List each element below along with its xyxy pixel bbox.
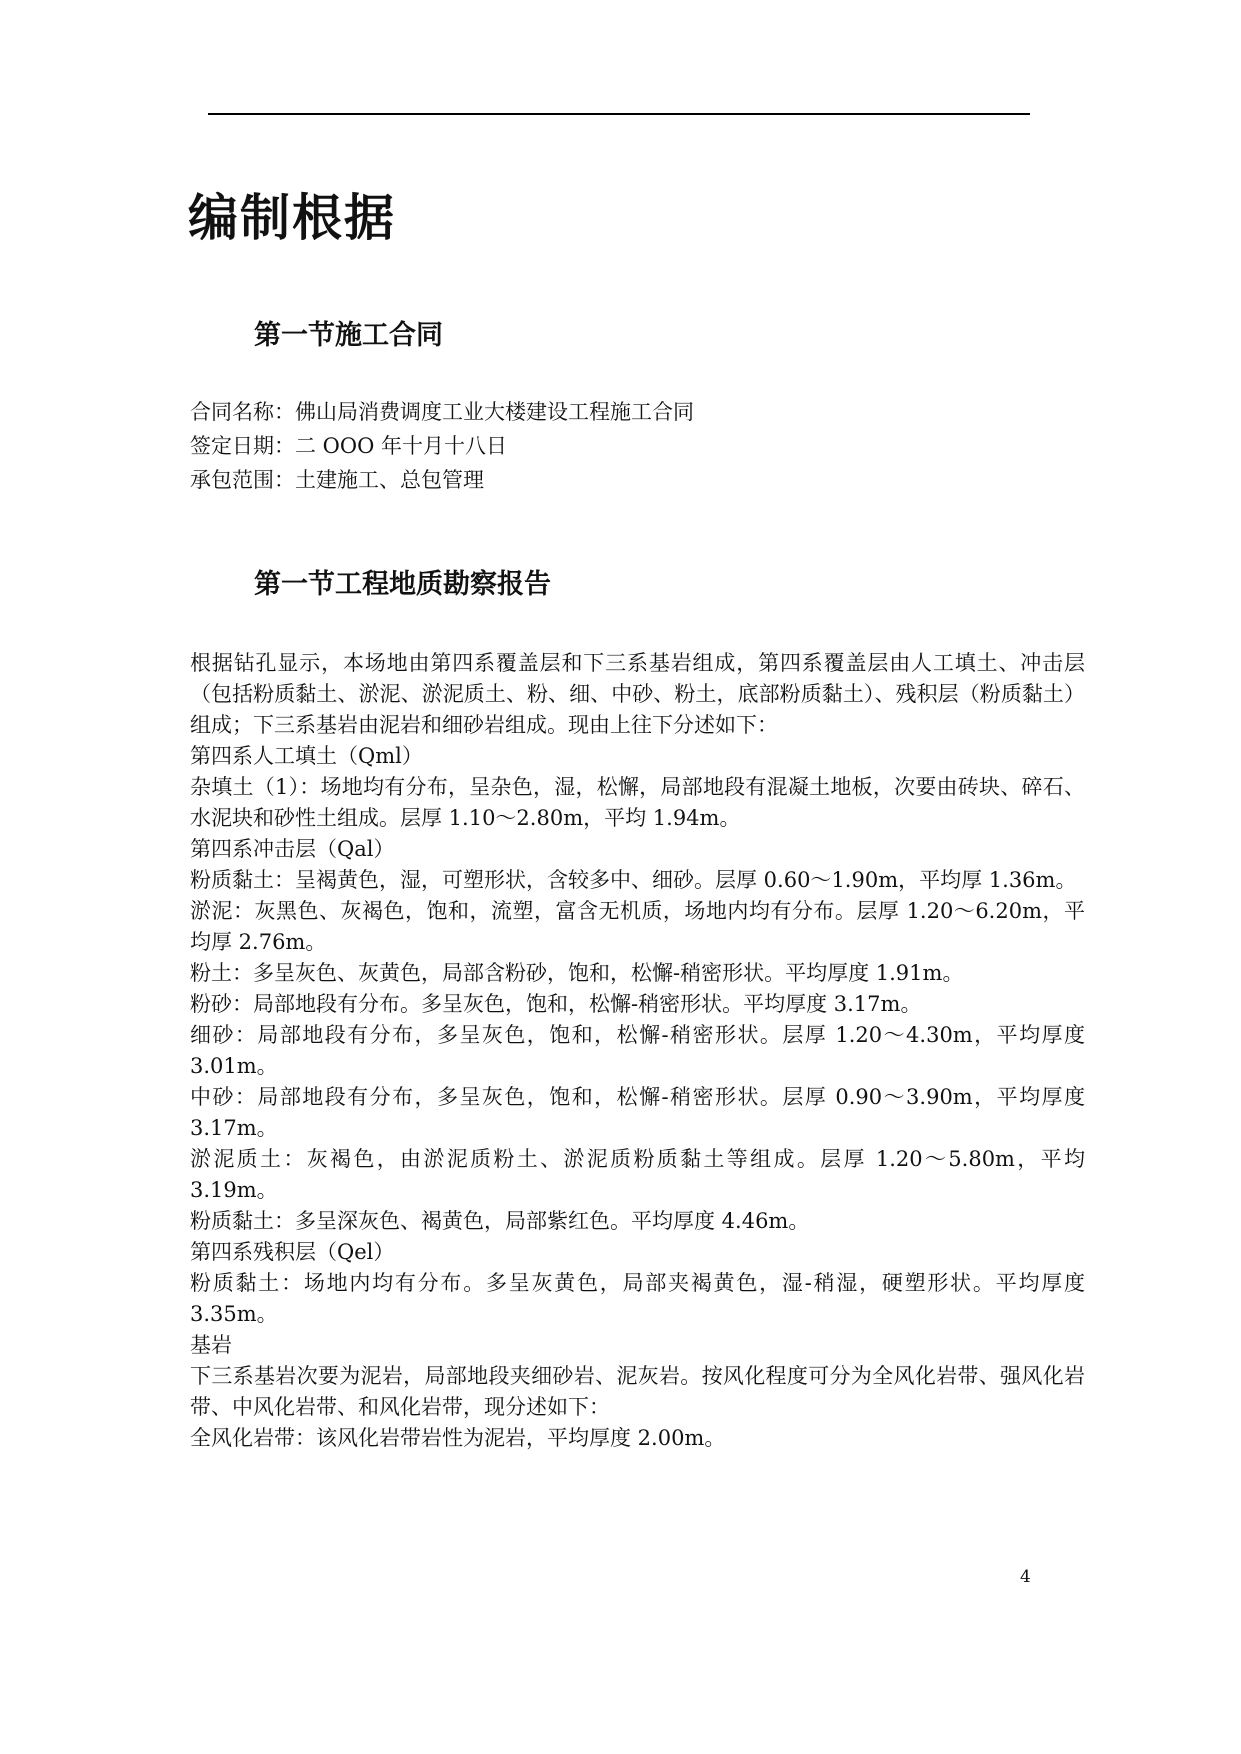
weathered-zone-paragraph: 全风化岩带：该风化岩带岩性为泥岩，平均厚度 2.00m。 [190, 1426, 726, 1450]
subheading-bedrock: 基岩 [190, 1333, 232, 1357]
contract-date-line: 签定日期：二 OOO 年十月十八日 [190, 434, 507, 458]
bedrock-paragraph: 下三系基岩次要为泥岩，局部地段夹细砂岩、泥灰岩。按风化程度可分为全风化岩带、强风化岩带、中风化岩带、和风化岩带，现分述如下： [190, 1364, 1085, 1419]
miscellaneous-fill-paragraph: 杂填土（1）：场地均有分布，呈杂色，湿，松懈，局部地段有混凝土地板，次要由砖块、碎石、水泥块和砂性土组成。层厚 1.10～2.80m，平均 1.94m。 [190, 775, 1085, 830]
silt-mud-paragraph: 淤泥：灰黑色、灰褐色，饱和，流塑，富含无机质，场地内均有分布。层厚 1.20～6.20m，平均厚 2.76m。 [190, 899, 1085, 954]
page-number: 4 [1020, 1567, 1031, 1587]
medium-sand-paragraph: 中砂：局部地段有分布，多呈灰色，饱和，松懈-稍密形状。层厚 0.90～3.90m，平均厚度 3.17m。 [190, 1085, 1085, 1140]
subheading-alluvial: 第四系冲击层（Qal） [190, 837, 395, 861]
intro-paragraph: 根据钻孔显示，本场地由第四系覆盖层和下三系基岩组成，第四系覆盖层由人工填土、冲击层（包括粉质黏土、淤泥、淤泥质土、粉、细、中砂、粉土，底部粉质黏土）、残积层（粉质黏土）组成；下三系基岩由泥岩和细砂岩组成。现由上往下分述如下： [190, 651, 1085, 737]
residual-clay-paragraph: 粉质黏土：场地内均有分布。多呈灰黄色，局部夹褐黄色，湿-稍湿，硬塑形状。平均厚度 3.35m。 [190, 1271, 1085, 1326]
silty-clay-paragraph: 粉质黏土：呈褐黄色，湿，可塑形状，含较多中、细砂。层厚 0.60～1.90m，平均厚 1.36m。 [190, 868, 1077, 892]
silt-paragraph: 粉土：多呈灰色、灰黄色，局部含粉砂，饱和，松懈-稍密形状。平均厚度 1.91m。 [190, 961, 964, 985]
contract-info [190, 395, 1085, 497]
contract-name-line: 合同名称：佛山局消费调度工业大楼建设工程施工合同 [190, 400, 694, 424]
fine-sand-paragraph: 细砂：局部地段有分布，多呈灰色，饱和，松懈-稍密形状。层厚 1.20～4.30m，平均厚度 3.01m。 [190, 1023, 1085, 1078]
geology-report [190, 648, 1085, 1454]
contract-scope-line: 承包范围：土建施工、总包管理 [190, 468, 484, 492]
silty-sand-paragraph: 粉砂：局部地段有分布。多呈灰色，饱和，松懈-稍密形状。平均厚度 3.17m。 [190, 992, 922, 1016]
mucky-soil-paragraph: 淤泥质土：灰褐色，由淤泥质粉土、淤泥质粉质黏土等组成。层厚 1.20～5.80m，平均 3.19m。 [190, 1147, 1085, 1202]
document-title: 编制根据 [188, 189, 396, 247]
section-heading-geology: 第一节工程地质勘察报告 [254, 569, 551, 600]
section-heading-contract: 第一节施工合同 [254, 320, 443, 351]
header-rule [208, 113, 1030, 115]
subheading-residual: 第四系残积层（Qel） [190, 1240, 395, 1264]
silty-clay-lower-paragraph: 粉质黏土：多呈深灰色、褐黄色，局部紫红色。平均厚度 4.46m。 [190, 1209, 810, 1233]
subheading-fill: 第四系人工填土（Qml） [190, 744, 423, 768]
